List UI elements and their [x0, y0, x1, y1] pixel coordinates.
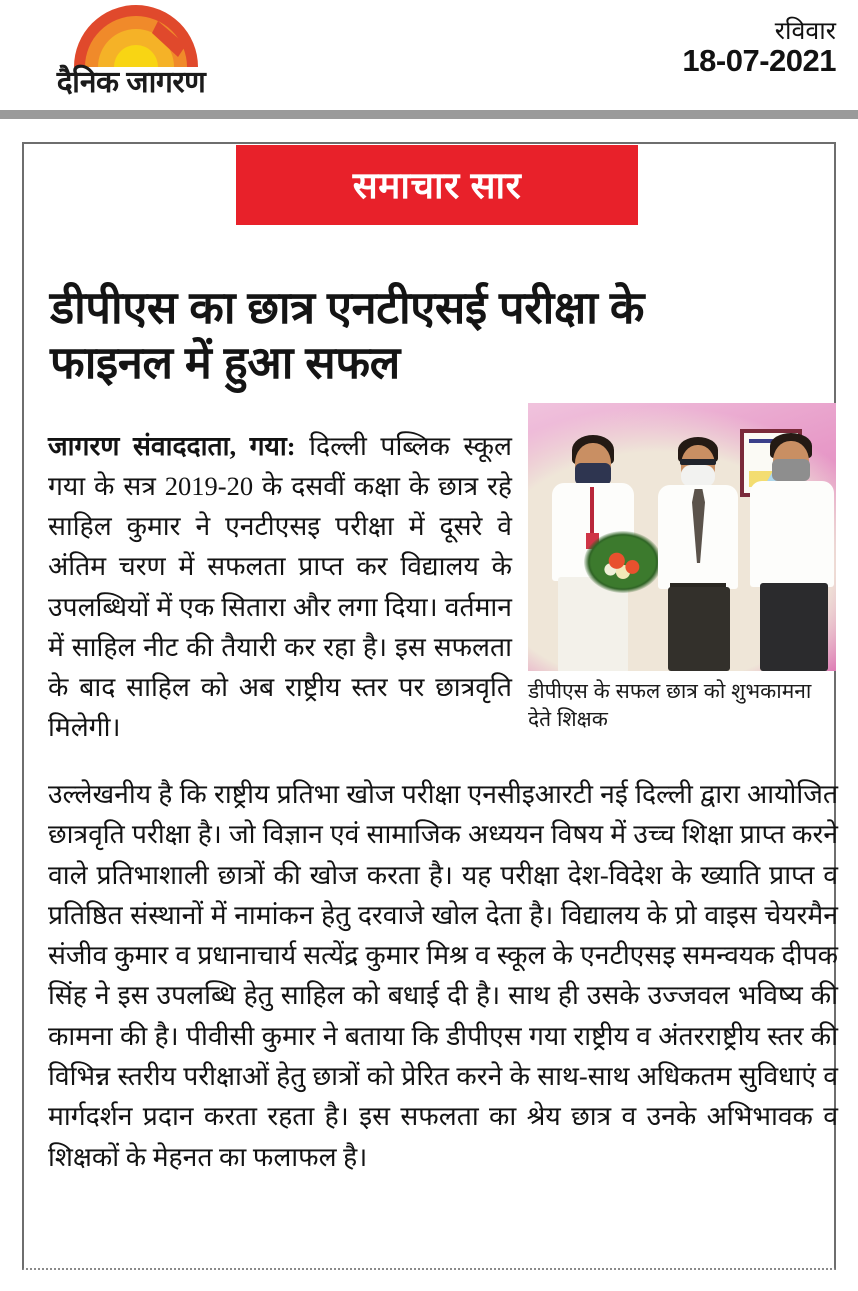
- trousers: [760, 583, 828, 671]
- publication-date: 18-07-2021: [682, 43, 836, 79]
- article-clipping-box: [22, 142, 836, 1270]
- section-banner: [236, 145, 638, 225]
- trousers: [668, 587, 730, 671]
- photo-caption: डीपीएस के सफल छात्र को शुभकामना देते शिक्षक: [528, 680, 812, 731]
- photo-person-principal: [656, 427, 740, 671]
- article-byline: जागरण संवाददाता, गया:: [48, 430, 296, 461]
- publication-logo: [26, 2, 236, 106]
- header-divider: [0, 110, 858, 119]
- face-mask: [772, 459, 810, 481]
- article-headline: डीपीएस का छात्र एनटीएसई परीक्षा के फाइनल में हुआ सफल: [50, 282, 645, 389]
- weekday-label: रविवार: [774, 17, 836, 45]
- face-mask: [575, 463, 611, 485]
- publication-name: दैनिक जागरण: [56, 66, 206, 99]
- date-block: [682, 18, 836, 79]
- section-banner-label: समाचार सार: [352, 164, 522, 206]
- article-paragraph-2: उल्लेखनीय है कि राष्ट्रीय प्रतिभा खोज परीक्षा एनसीइआरटी नई दिल्ली द्वारा आयोजित छात्रवृति परीक्षा है। जो विज्ञान एवं सामाजिक अध्ययन विषय में उच्च शिक्षा प्राप्त करने वाले प्रतिभाशाली छात्रों की खोज करता है। यह परीक्षा देश-विदेश के ख्याति प्राप्त व प्रतिष्ठित संस्थानों में नामांकन हेतु दरवाजे खोल देता है। विद्यालय के प्रो वाइस चेयरमैन संजीव कुमार व प्रधानाचार्य सत्येंद्र कुमार मिश्र व स्कूल के एनटीएसइ समन्वयक दीपक सिंह ने इस उपलब्धि हेतु साहिल को बधाई दी है। साथ ही उसके उज्जवल भविष्य की कामना की है। पीवीसी कुमार ने बताया कि डीपीएस गया राष्ट्रीय व अंतरराष्ट्रीय स्तर की विभिन्न स्तरीय परीक्षाओं हेतु छात्रों को प्रेरित करने के साथ-साथ अधिकतम सुविधाएं व मार्गदर्शन प्रदान करता रहता है। इस सफलता का श्रेय छात्र व उनके अभिभावक व शिक्षकों के मेहनत का फलाफल है।: [48, 779, 838, 1172]
- article-photo-block: [528, 403, 838, 733]
- article-body: [48, 399, 838, 1203]
- flower-bouquet: [584, 531, 662, 593]
- shirt: [750, 481, 834, 587]
- sunrise-arch-logo-icon: [74, 5, 198, 67]
- article-photo: [528, 403, 836, 671]
- photo-person-teacher: [750, 427, 836, 671]
- article-paragraph-1-text: दिल्ली पब्लिक स्कूल गया के सत्र 2019-20 के दसवीं कक्षा के छात्र रहे साहिल कुमार ने एनटीएसइ परीक्षा में दूसरे वे अंतिम चरण में सफलता प्राप्त कर विद्यालय के उपलब्धियों में एक सितारा और लगा दिया। वर्तमान में साहिल नीट की तैयारी कर रहा है। इस सफलता के बाद साहिल को अब राष्ट्रीय स्तर पर छात्रवृति मिलेगी।: [48, 430, 512, 743]
- masthead: [0, 0, 858, 112]
- face-mask: [681, 465, 715, 487]
- lanyard: [590, 487, 594, 537]
